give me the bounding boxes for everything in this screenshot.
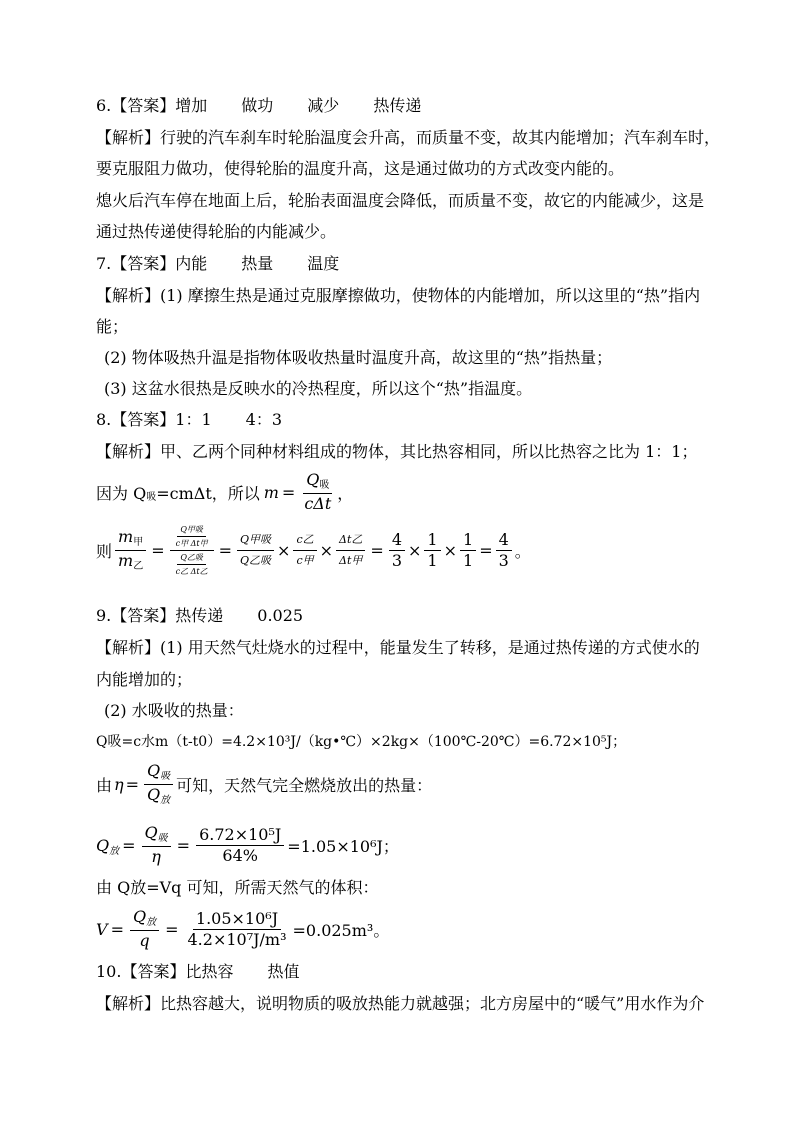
q8-a2: 4：3 [245,410,283,429]
q8-formula-1 [96,470,353,514]
q8-yi: 乙 [133,560,144,572]
q9-v1: 6.72×10⁵J [196,826,284,846]
q8-sd2: c乙 Δt乙 [175,566,208,576]
q10-head: 10.【答案】比热容 [96,962,234,981]
q10-explain-1: 【解析】比热容越大，说明物质的吸放热能力就越强；北方房屋中的“暖气”用水作为介 [96,994,705,1013]
q8-formula-2: 则 $\frac{\text{m甲}}{\text{m乙}}$ = $\frac{\frac{\text{Q甲吸}}{\text{c甲 Δt甲}}}{\frac{\text{Q乙吸}}{\text{c乙 Δt乙}}}$ = $\frac{\text{Q甲吸}}{\text{Q乙吸}}$ × $\frac{\text{c乙}}{\text{c甲}}$ × $\frac{\text{Δt乙}}{\text{Δt甲}}$ = $\frac{4}{3}$ × $\frac{1}{1}$ × $\frac{1}{1}$ = $\frac{4}{3}$ 。 [96,524,531,576]
q9-a2: 0.025 [257,606,304,625]
q9-explain-2: 内能增加的； [96,670,193,689]
q9-explain-3: (2) 水吸收的热量： [104,701,244,720]
q8-sn2: Q乙吸 [177,552,206,565]
q9-eta: η [114,774,124,794]
q8-times-2: × [319,540,334,560]
q8-n1b: 1 [460,531,476,551]
q8-cdt: cΔt [304,494,332,513]
q9-v2num: 1.05×10⁶J [193,910,281,930]
q9-volume-intro: 由 Q放=Vq 可知，所需天然气的体积： [96,878,379,897]
q8-qyx: Q乙吸 [240,553,272,567]
q8-eq: = [281,482,296,502]
q9-qfang: Q放 [96,835,120,857]
q9-efficiency: 由 η = $\frac{\text{Q吸}}{\text{Q放}}$ 可知，天然气完全燃烧放出的热量： [96,760,433,806]
q7-a2: 热量 [241,254,274,273]
q8-head: 8.【答案】1：1 [96,410,212,429]
q8-fraction-m [301,471,334,513]
q9-explain-1: 【解析】(1) 用天然气灶烧水的过程中，能量发生了转移，是通过热传递的方式使水的 [96,638,700,657]
q9-frac2 [196,826,284,865]
q10-answer [96,962,299,982]
q6-explain-1: 【解析】行驶的汽车刹车时轮胎温度会升高，而质量不变，故其内能增加；汽车刹车时， [96,128,721,147]
q8-dtjia: Δt甲 [339,553,363,567]
q9-res1: =1.05×10⁶J； [287,836,399,856]
q8-dtyi: Δt乙 [336,531,365,551]
q9-frac1-num: Q吸 [142,824,171,847]
q10-a2: 热值 [267,962,300,981]
q7-explain-4: (3) 这盆水很热是反映水的冷热程度，所以这个“热”指温度。 [104,379,533,398]
q9-head: 9.【答案】热传递 [96,606,224,625]
q8-sn1: Q甲吸 [177,524,206,537]
q8-Q: Q [306,470,320,489]
q9-frac1 [142,824,171,866]
q9-eta-den: Q放 [147,784,171,806]
q8-cratio [293,531,316,570]
q8-n43: 4 [389,531,405,551]
q9-res2: =0.025m³。 [292,920,390,940]
q6-answer [96,96,421,116]
q8-d1b: 1 [463,550,474,570]
q9-eta-frac [144,762,173,807]
q9-eta-pre: 由 [96,775,113,795]
q6-explain-3: 熄火后汽车停在地面上后，轮胎表面温度会降低，而质量不变，故它的内能减少，这是 [96,191,705,210]
q9-vfrac1-den: q [139,931,150,950]
q7-head: 7.【答案】内能 [96,254,208,273]
q9-answer [96,606,303,626]
q7-explain-1: 【解析】(1) 摩擦生热是通过克服摩擦做功，使物体的内能增加，所以这里的“热”指内 [96,286,701,305]
q9-pct: 64% [222,845,258,865]
q8-answer [96,410,282,430]
q8-sd1: c甲 Δt甲 [175,538,208,548]
q7-explain-3: (2) 物体吸热升温是指物体吸收热量时温度升高，故这里的“热”指热量； [104,348,613,367]
q8-n1a: 1 [424,531,440,551]
q9-vfrac1-num: Q放 [130,908,159,931]
q9-vfrac2 [185,910,290,949]
q6-explain-4: 通过热传递使得轮胎的内能减少。 [96,222,337,241]
q8-d1a: 1 [427,550,438,570]
q9-eta-num: Q吸 [144,762,173,785]
q8-result [496,531,512,570]
q8-period: 。 [514,541,531,561]
q8-rd: 3 [498,550,509,570]
q8-jia: 甲 [133,536,144,548]
q6-a2: 做功 [241,96,274,115]
q8-comma: ， [337,483,354,503]
q8-f11b [460,531,476,570]
q8-tratio [336,531,365,570]
q6-explain-2: 要克服阻力做功，使得轮胎的温度升高，这是通过做功的方式改变内能的。 [96,159,625,178]
q8-because: 因为 Q [96,483,147,503]
q9-frac1-den: η [151,847,161,866]
q6-a3: 减少 [307,96,340,115]
q8-cjia: c甲 [296,553,314,567]
q8-explain-1: 【解析】甲、乙两个同种材料组成的物体，其比热容相同，所以比热容之比为 1：1； [96,442,698,461]
q6-head: 6.【答案】增加 [96,96,208,115]
q9-v2den: 4.2×10⁷J/m³ [187,929,287,949]
q9-qfang-calc: Q放 = $\frac{\text{Q吸}}{\eta}$ = $\frac{\text{6.72×10⁵J}}{64\%}$ =1.05×10⁶J； [96,823,399,866]
q8-sub-xi: 吸 [146,491,157,503]
q9-V: V [96,919,108,939]
q8-f43 [389,531,405,570]
q8-mratio [115,528,146,573]
q8-because-b: =cmΔt，所以 [156,483,260,503]
q8-Qsub: 吸 [319,480,330,491]
q9-volume-calc: V = $\frac{\text{Q放}}{q}$ = $\frac{\text{1.05×10⁶J}}{\text{4.2×10⁷J/m³}}$ =0.025m³。 [96,907,390,950]
q6-a4: 热传递 [373,96,422,115]
q9-vfrac1 [130,908,159,950]
q8-f11a [424,531,440,570]
q8-cyi: c乙 [293,531,316,551]
q8-qratio [237,531,274,570]
q8-rn: 4 [496,531,512,551]
q8-compound-fraction [170,524,214,577]
q7-answer [96,254,339,274]
q8-times-1: × [277,540,291,560]
q8-d3: 3 [391,550,402,570]
q9-eta-post: 可知，天然气完全燃烧放出的热量： [176,775,433,795]
q7-a3: 温度 [307,254,340,273]
q8-m: m [263,482,279,502]
q7-explain-2: 能； [96,317,129,336]
q8-qjx: Q甲吸 [237,531,274,551]
q8-mjia: m [118,526,134,546]
q8-myi: m [118,550,134,570]
q8-then: 则 [96,541,113,561]
q9-heat-calc: Q吸=c水m（t-t0）=4.2×10³J/（kg•℃）×2kg×（100℃-20℃）=6.72×10⁵J； [96,734,627,750]
